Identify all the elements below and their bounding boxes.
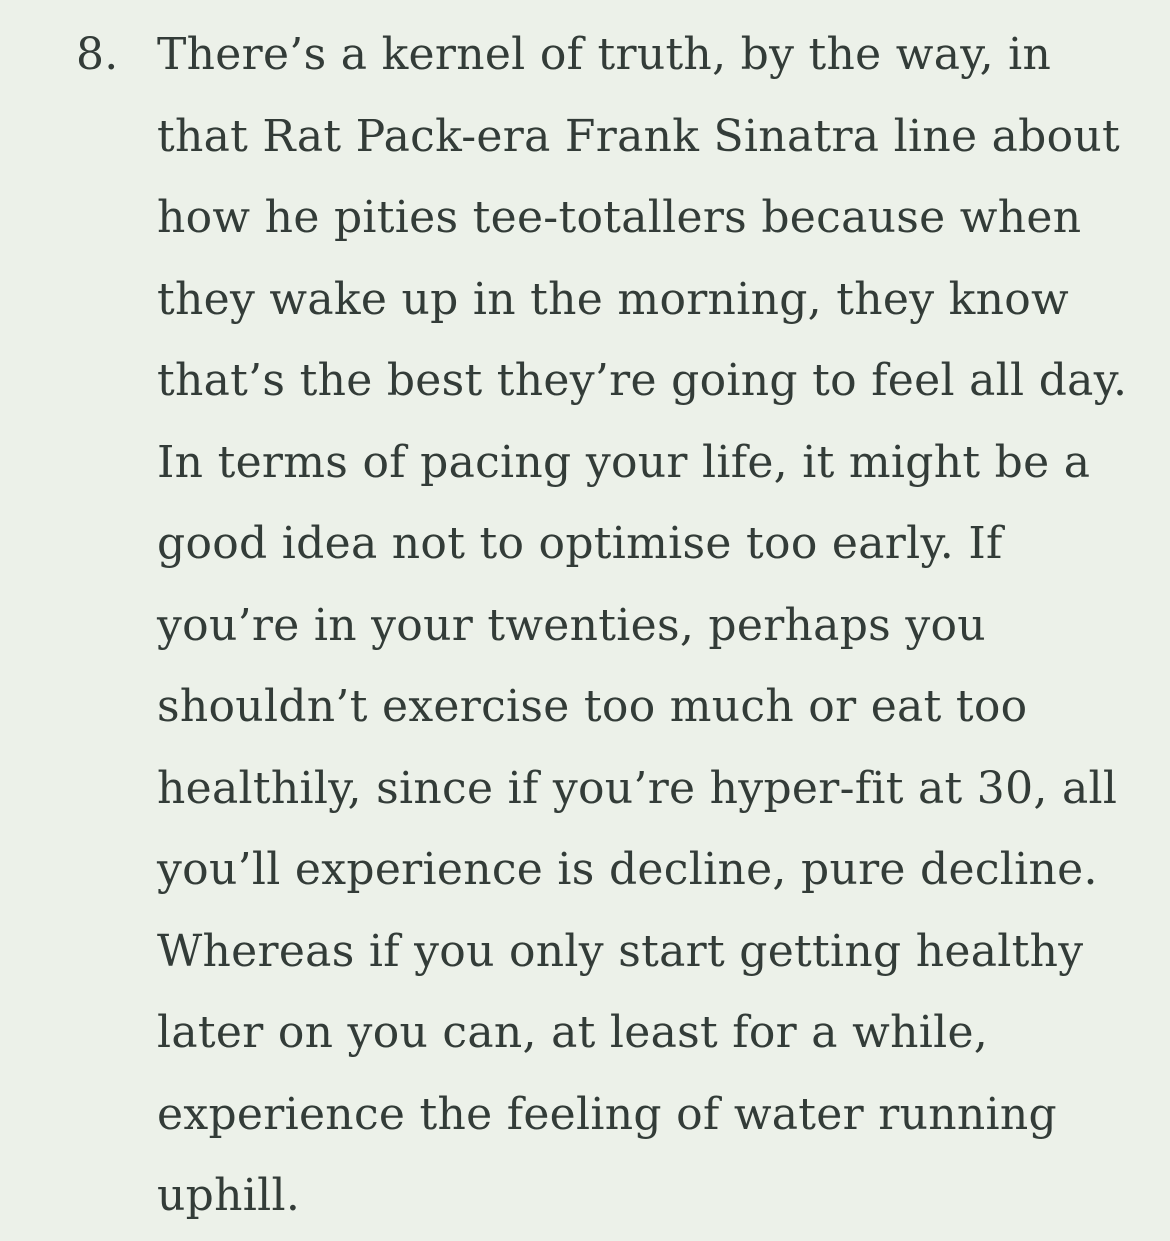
text-line: There’s a kernel of truth, by the way, in <box>157 29 1052 80</box>
text-line: that Rat Pack-era Frank Sinatra line about <box>157 110 1121 162</box>
text-line: Whereas if you only start getting healthy <box>157 925 1084 977</box>
text-line: experience the feeling of water running <box>157 1088 1057 1140</box>
text-line: you’ll experience is decline, pure decline. <box>157 844 1098 895</box>
text-line: you’re in your twenties, perhaps you <box>157 599 986 651</box>
text-line: good idea not to optimise too early. If <box>157 518 1003 569</box>
text-line: uphill. <box>157 1170 301 1221</box>
text-line: shouldn’t exercise too much or eat too <box>157 681 1028 732</box>
text-line: they wake up in the morning, they know <box>157 273 1070 325</box>
paragraph-text <box>157 14 1157 1237</box>
list-number: 8. <box>76 29 119 80</box>
text-line: how he pities tee-totallers because when <box>157 192 1082 243</box>
text-line: In terms of pacing your life, it might be a <box>157 436 1091 488</box>
text-line: healthily, since if you’re hyper-fit at 30, all <box>157 762 1118 814</box>
text-line: later on you can, at least for a while, <box>157 1007 989 1058</box>
text-line: that’s the best they’re going to feel all day. <box>157 355 1128 406</box>
